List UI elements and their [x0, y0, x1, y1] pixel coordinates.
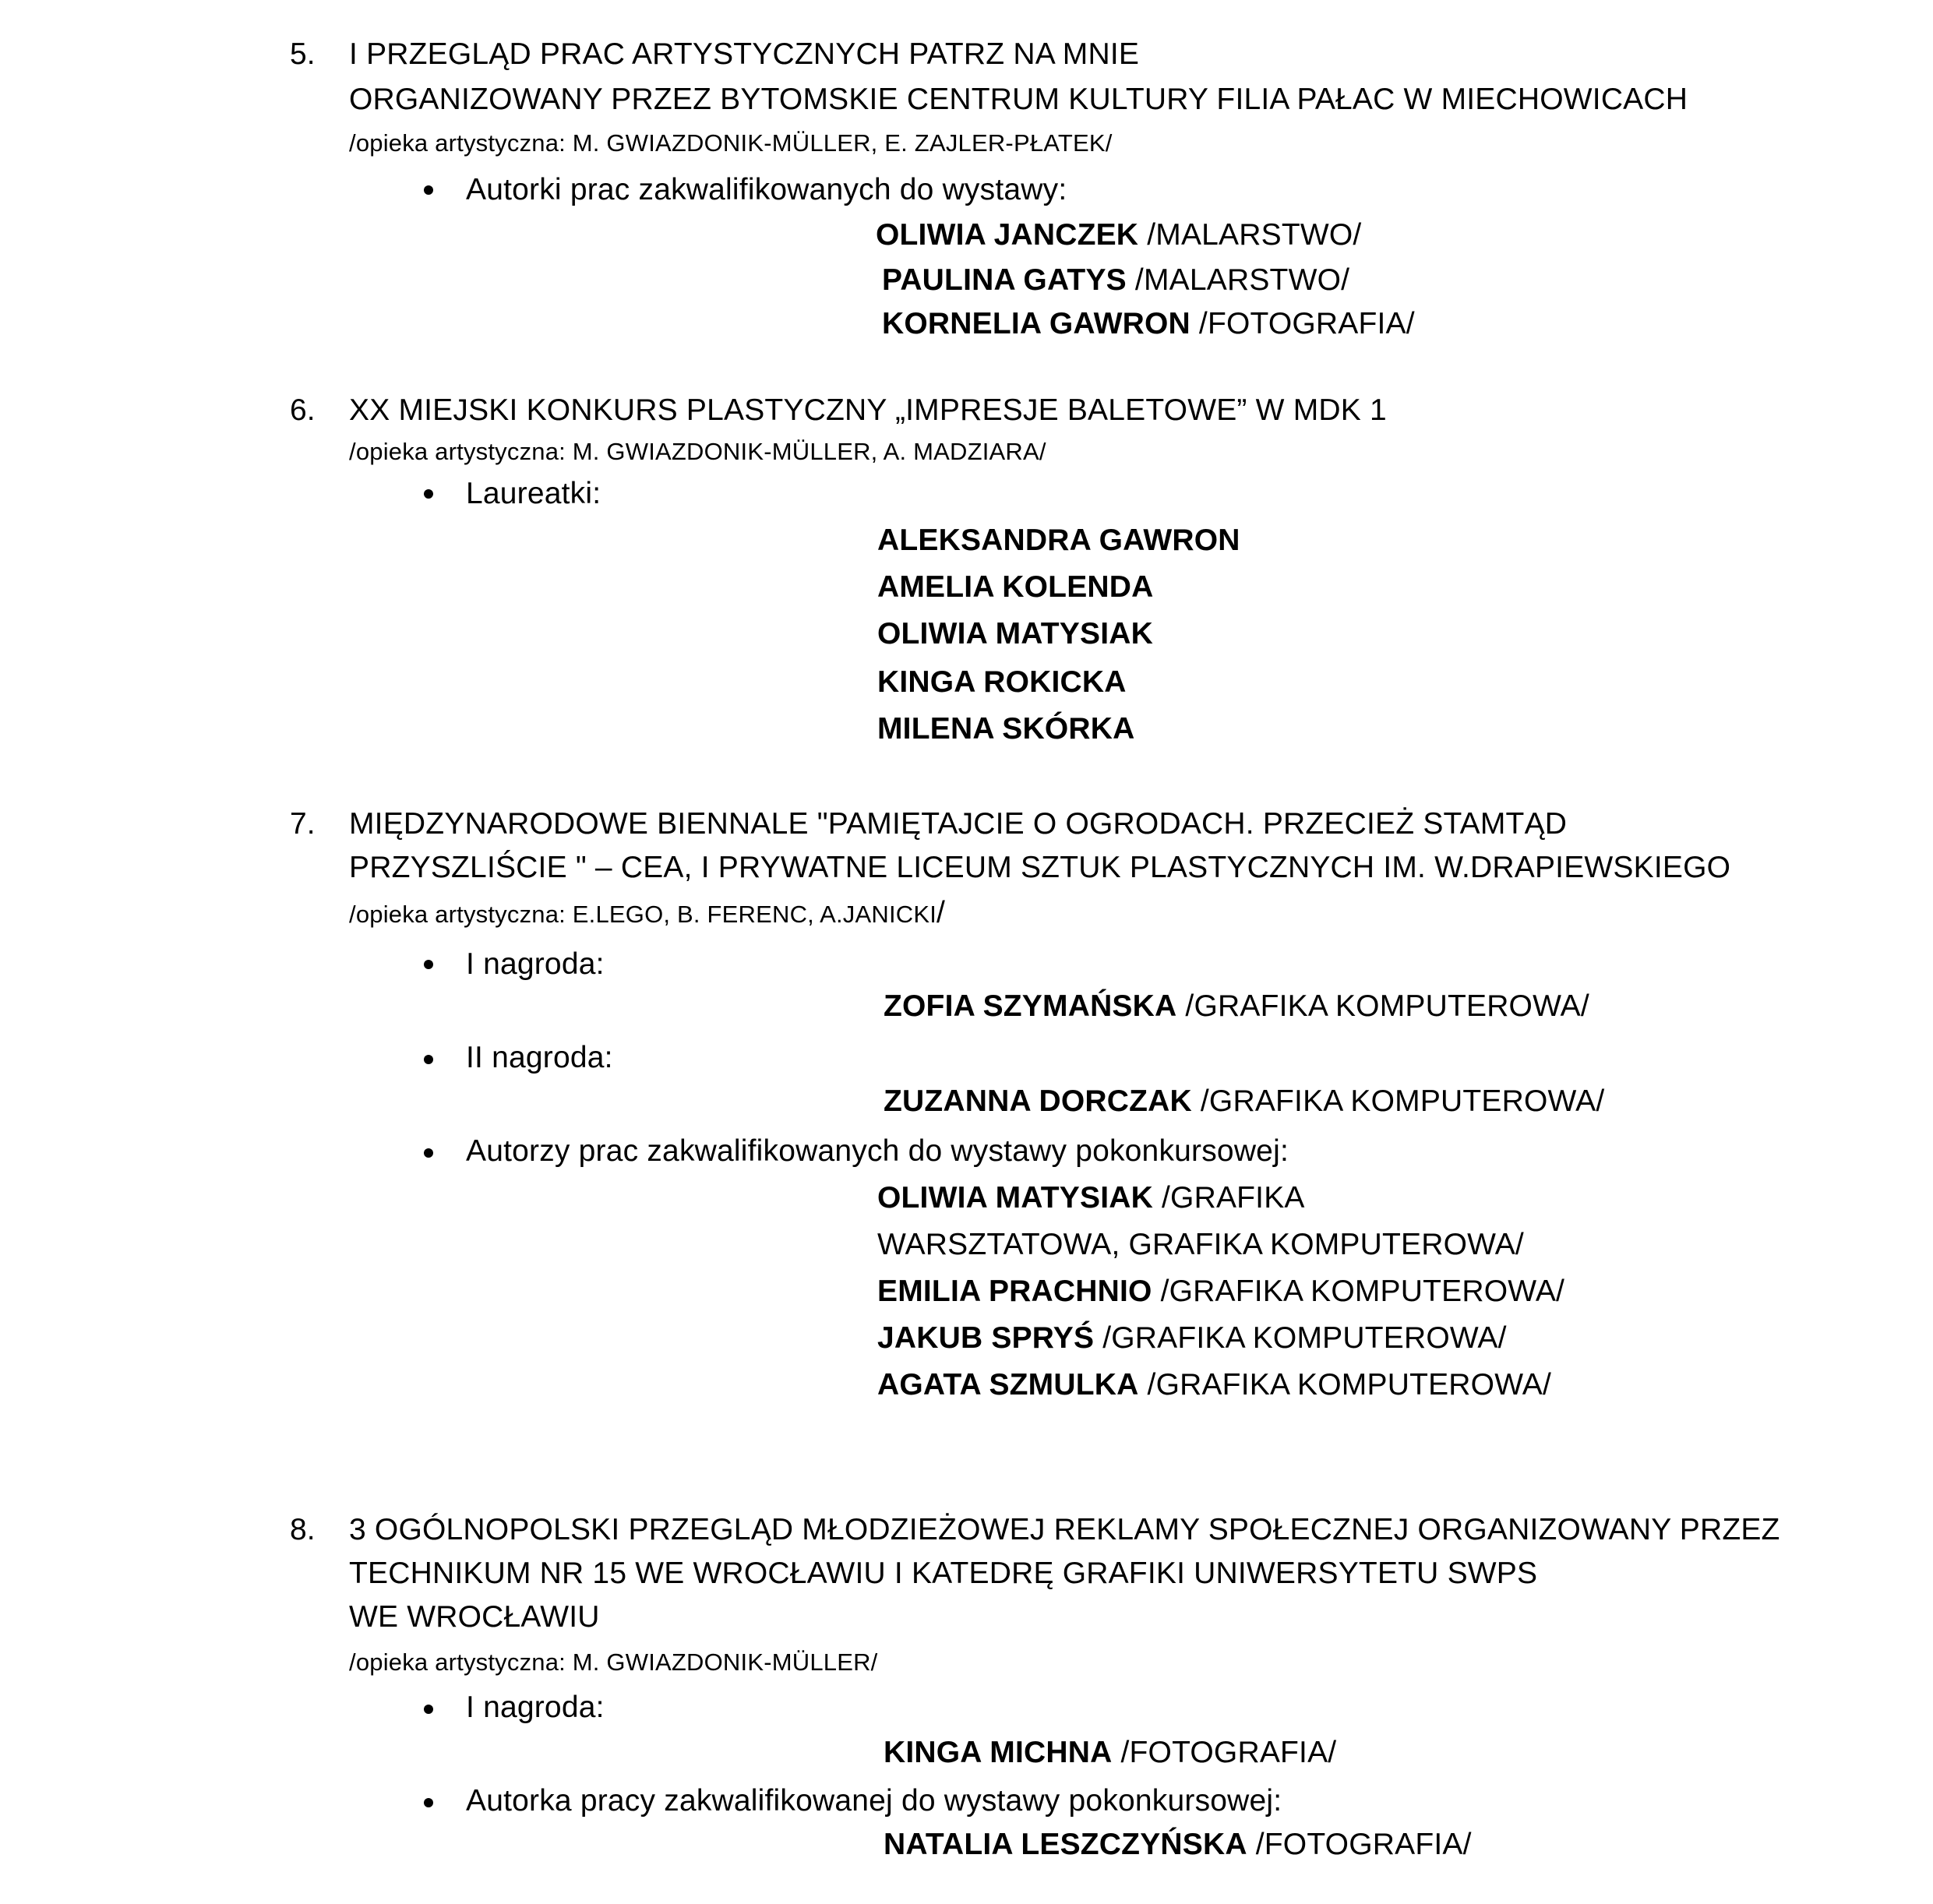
section-7-number: 7. — [290, 807, 316, 841]
list-item — [877, 664, 1127, 701]
section-7-title-line-1: MIĘDZYNARODOWE BIENNALE "PAMIĘTAJCIE O OGRODACH. PRZECIEŻ STAMTĄD — [349, 807, 1568, 841]
entry-detail: /GRAFIKA KOMPUTEROWA/ — [1191, 1084, 1605, 1118]
bullet-icon — [424, 489, 433, 499]
entry-detail: /GRAFIKA — [1152, 1181, 1305, 1215]
section-7-group-2-label: II nagroda: — [466, 1041, 613, 1074]
list-item — [877, 1226, 1524, 1264]
entry-name: MILENA SKÓRKA — [877, 712, 1135, 746]
section-5-care: /opieka artystyczna: M. GWIAZDONIK-MÜLLER, E. ZAJLER-PŁATEK/ — [349, 129, 1113, 157]
list-item — [877, 710, 1134, 748]
bullet-icon — [424, 1148, 433, 1158]
entry-name: EMILIA PRACHNIO — [877, 1275, 1152, 1308]
bullet-icon — [424, 1055, 433, 1064]
section-8-number: 8. — [290, 1513, 316, 1546]
section-6-group-label: Laureatki: — [466, 477, 601, 510]
entry-name: NATALIA LESZCZYŃSKA — [884, 1828, 1247, 1861]
list-item — [877, 522, 1240, 559]
entry-detail: /FOTOGRAFIA/ — [1247, 1828, 1472, 1861]
section-8-group-2-label: Autorka pracy zakwalifikowanej do wystawy pokonkursowej: — [466, 1784, 1282, 1818]
section-8-group-1-label: I nagroda: — [466, 1691, 605, 1724]
section-6-care: /opieka artystyczna: M. GWIAZDONIK-MÜLLER, A. MADZIARA/ — [349, 438, 1046, 465]
list-item — [884, 1083, 1604, 1120]
list-item — [877, 615, 1153, 653]
entry-detail: /MALARSTWO/ — [1138, 218, 1362, 252]
list-item — [877, 1366, 1551, 1404]
list-item — [877, 1179, 1305, 1217]
section-8-title-line-1: 3 OGÓLNOPOLSKI PRZEGLĄD MŁODZIEŻOWEJ REKLAMY SPOŁECZNEJ ORGANIZOWANY PRZEZ — [349, 1513, 1780, 1546]
section-5-group-label: Autorki prac zakwalifikowanych do wystawy: — [466, 173, 1067, 206]
list-item — [882, 305, 1415, 343]
entry-name: JAKUB SPRYŚ — [877, 1321, 1095, 1355]
entry-detail: /GRAFIKA KOMPUTEROWA/ — [1138, 1368, 1552, 1402]
entry-name: KINGA ROKICKA — [877, 665, 1127, 699]
list-item — [876, 217, 1361, 254]
bullet-icon — [424, 960, 433, 969]
section-8-title-line-3: WE WROCŁAWIU — [349, 1600, 600, 1634]
entry-detail: WARSZTATOWA, GRAFIKA KOMPUTEROWA/ — [877, 1228, 1524, 1261]
entry-detail: /FOTOGRAFIA/ — [1112, 1736, 1337, 1769]
entry-detail: /GRAFIKA KOMPUTEROWA/ — [1094, 1321, 1507, 1355]
section-5-title-line-2: ORGANIZOWANY PRZEZ BYTOMSKIE CENTRUM KULTURY FILIA PAŁAC W MIECHOWICACH — [349, 83, 1688, 116]
section-6-number: 6. — [290, 393, 316, 427]
entry-name: OLIWIA MATYSIAK — [877, 1181, 1153, 1215]
section-7-group-1-label: I nagroda: — [466, 947, 605, 981]
entry-name: ALEKSANDRA GAWRON — [877, 524, 1240, 557]
entry-name: AMELIA KOLENDA — [877, 570, 1154, 604]
list-item — [884, 1826, 1472, 1863]
entry-detail: /MALARSTWO/ — [1126, 263, 1350, 297]
list-item — [877, 1320, 1507, 1357]
entry-name: KINGA MICHNA — [884, 1736, 1113, 1769]
list-item — [877, 1273, 1564, 1310]
section-8-care: /opieka artystyczna: M. GWIAZDONIK-MÜLLER/ — [349, 1648, 878, 1676]
bullet-icon — [424, 1798, 433, 1807]
section-7-title-line-2: PRZYSZLIŚCIE " – CEA, I PRYWATNE LICEUM SZTUK PLASTYCZNYCH IM. W.DRAPIEWSKIEGO — [349, 851, 1731, 884]
section-5-number: 5. — [290, 37, 316, 71]
entry-name: OLIWIA JANCZEK — [876, 218, 1139, 252]
entry-detail: /GRAFIKA KOMPUTEROWA/ — [1176, 989, 1589, 1023]
list-item — [884, 988, 1589, 1025]
section-6-title-line-1: XX MIEJSKI KONKURS PLASTYCZNY „IMPRESJE BALETOWE” W MDK 1 — [349, 393, 1387, 427]
list-item — [884, 1734, 1336, 1772]
care-end: / — [937, 896, 946, 929]
bullet-icon — [424, 185, 433, 195]
section-5-title-line-1: I PRZEGLĄD PRAC ARTYSTYCZNYCH PATRZ NA MNIE — [349, 37, 1140, 71]
section-7-care — [349, 897, 945, 930]
section-7-group-3-label: Autorzy prac zakwalifikowanych do wystawy pokonkursowej: — [466, 1134, 1289, 1168]
section-8-title-line-2: TECHNIKUM NR 15 WE WROCŁAWIU I KATEDRĘ GRAFIKI UNIWERSYTETU SWPS — [349, 1557, 1538, 1590]
entry-detail: /FOTOGRAFIA/ — [1190, 307, 1415, 340]
list-item — [882, 262, 1349, 299]
entry-name: PAULINA GATYS — [882, 263, 1127, 297]
bullet-icon — [424, 1705, 433, 1714]
care-text: /opieka artystyczna: E.LEGO, B. FERENC, A.JANICKI — [349, 901, 937, 928]
entry-name: AGATA SZMULKA — [877, 1368, 1139, 1402]
entry-name: ZOFIA SZYMAŃSKA — [884, 989, 1177, 1023]
entry-detail: /GRAFIKA KOMPUTEROWA/ — [1152, 1275, 1565, 1308]
entry-name: OLIWIA MATYSIAK — [877, 617, 1153, 651]
entry-name: ZUZANNA DORCZAK — [884, 1084, 1192, 1118]
entry-name: KORNELIA GAWRON — [882, 307, 1190, 340]
list-item — [877, 569, 1154, 606]
